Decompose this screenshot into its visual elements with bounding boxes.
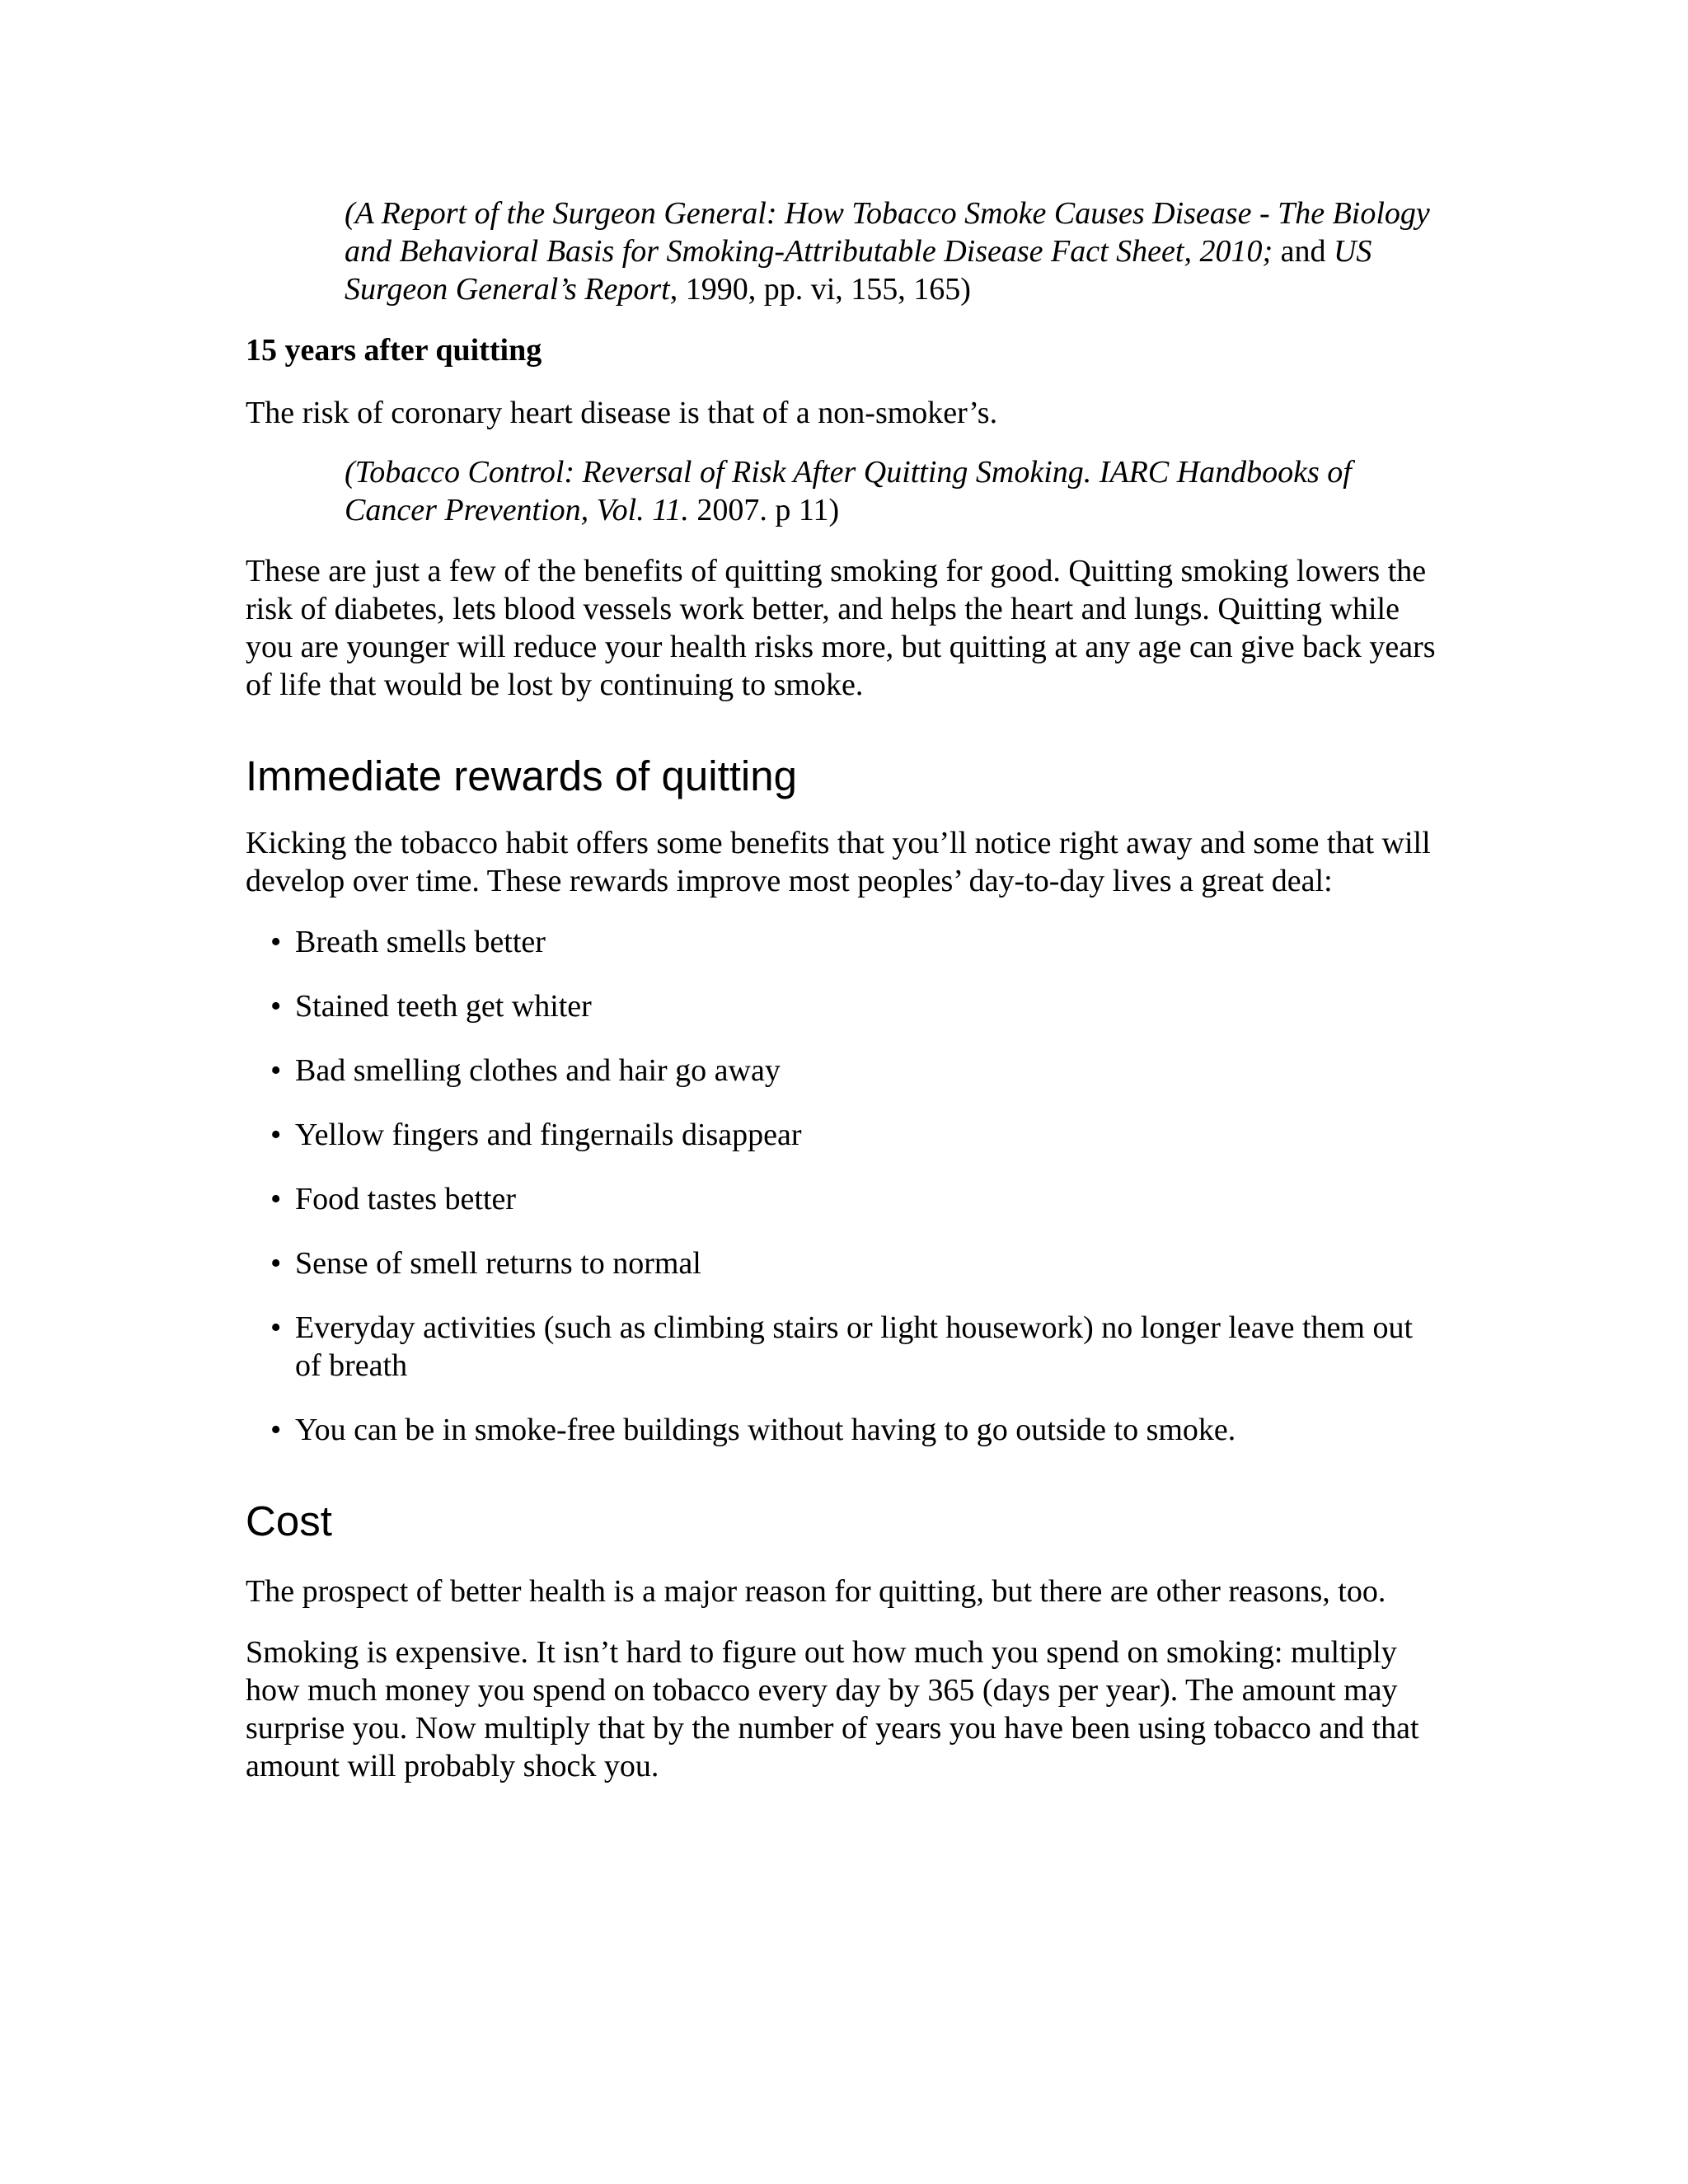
list-item [270, 1411, 1441, 1449]
list-item-text: Everyday activities (such as climbing stairs or light housework) no longer leave them out of breath [295, 1310, 1414, 1383]
rewards-list [270, 923, 1441, 1449]
bullet-icon: • [270, 1246, 282, 1281]
list-item [270, 987, 1441, 1025]
bullet-icon: • [270, 1310, 282, 1345]
paragraph-cost-1: The prospect of better health is a major reason for quitting, but there are other reasons, too. [246, 1574, 1386, 1609]
list-item [270, 1116, 1441, 1154]
bullet-icon: • [270, 1118, 282, 1152]
bullet-icon: • [270, 925, 282, 959]
list-item-text: Stained teeth get whiter [295, 989, 592, 1024]
subheading-15-years: 15 years after quitting [246, 333, 542, 368]
citation-connector: and [1273, 234, 1334, 269]
heading-cost: Cost [246, 1497, 332, 1544]
list-item-text: Sense of smell returns to normal [295, 1246, 701, 1281]
citation-title: (A Report of the Surgeon General: How Tobacco Smoke Causes Disease - The Biology and Behavioral Basis for Smoking-Attributable Disease Fact Sheet, 2010; [345, 196, 1430, 269]
citation-tobacco-control [345, 453, 1441, 529]
bullet-icon: • [270, 1182, 282, 1216]
paragraph-immediate-rewards-intro: Kicking the tobacco habit offers some benefits that you’ll notice right away and some that will develop over time. These rewards improve most peoples’ day-to-day lives a great deal: [246, 826, 1431, 898]
list-item [270, 1052, 1441, 1090]
list-item [270, 1309, 1441, 1385]
citation-year: 2007. p 11) [688, 493, 840, 527]
list-item-text: Breath smells better [295, 925, 546, 959]
document-page [246, 194, 1441, 1785]
paragraph-benefits: These are just a few of the benefits of quitting smoking for good. Quitting smoking lowers the risk of diabetes, lets blood vessels work better, and helps the heart and lungs. Quitting while you are younger will reduce your health risks more, but quitting at any age can give back years of life that would be lost by continuing to smoke. [246, 554, 1436, 702]
bullet-icon: • [270, 1413, 282, 1447]
citation-report-title: US Surgeon General’s Report [345, 234, 1372, 307]
citation-pages: , 1990, pp. vi, 155, 165) [669, 272, 971, 307]
citation-title: (Tobacco Control: Reversal of Risk After Quitting Smoking. IARC Handbooks of Cancer Prevention, Vol. 11. [345, 455, 1352, 527]
paragraph-cost-2: Smoking is expensive. It isn’t hard to figure out how much you spend on smoking: multiply how much money you spend on tobacco every day by 365 (days per year). The amount may surprise you. Now multiply that by the number of years you have been using tobacco and that amount will probably shock you. [246, 1635, 1419, 1783]
paragraph-15-years: The risk of coronary heart disease is that of a non-smoker’s. [246, 396, 998, 430]
list-item-text: You can be in smoke-free buildings without having to go outside to smoke. [295, 1413, 1236, 1447]
list-item-text: Food tastes better [295, 1182, 517, 1216]
list-item-text: Bad smelling clothes and hair go away [295, 1053, 781, 1088]
citation-surgeon-general [345, 194, 1441, 308]
list-item [270, 923, 1441, 961]
list-item [270, 1180, 1441, 1218]
bullet-icon: • [270, 989, 282, 1024]
list-item-text: Yellow fingers and fingernails disappear [295, 1118, 802, 1152]
list-item [270, 1244, 1441, 1282]
bullet-icon: • [270, 1053, 282, 1088]
heading-immediate-rewards: Immediate rewards of quitting [246, 752, 797, 799]
